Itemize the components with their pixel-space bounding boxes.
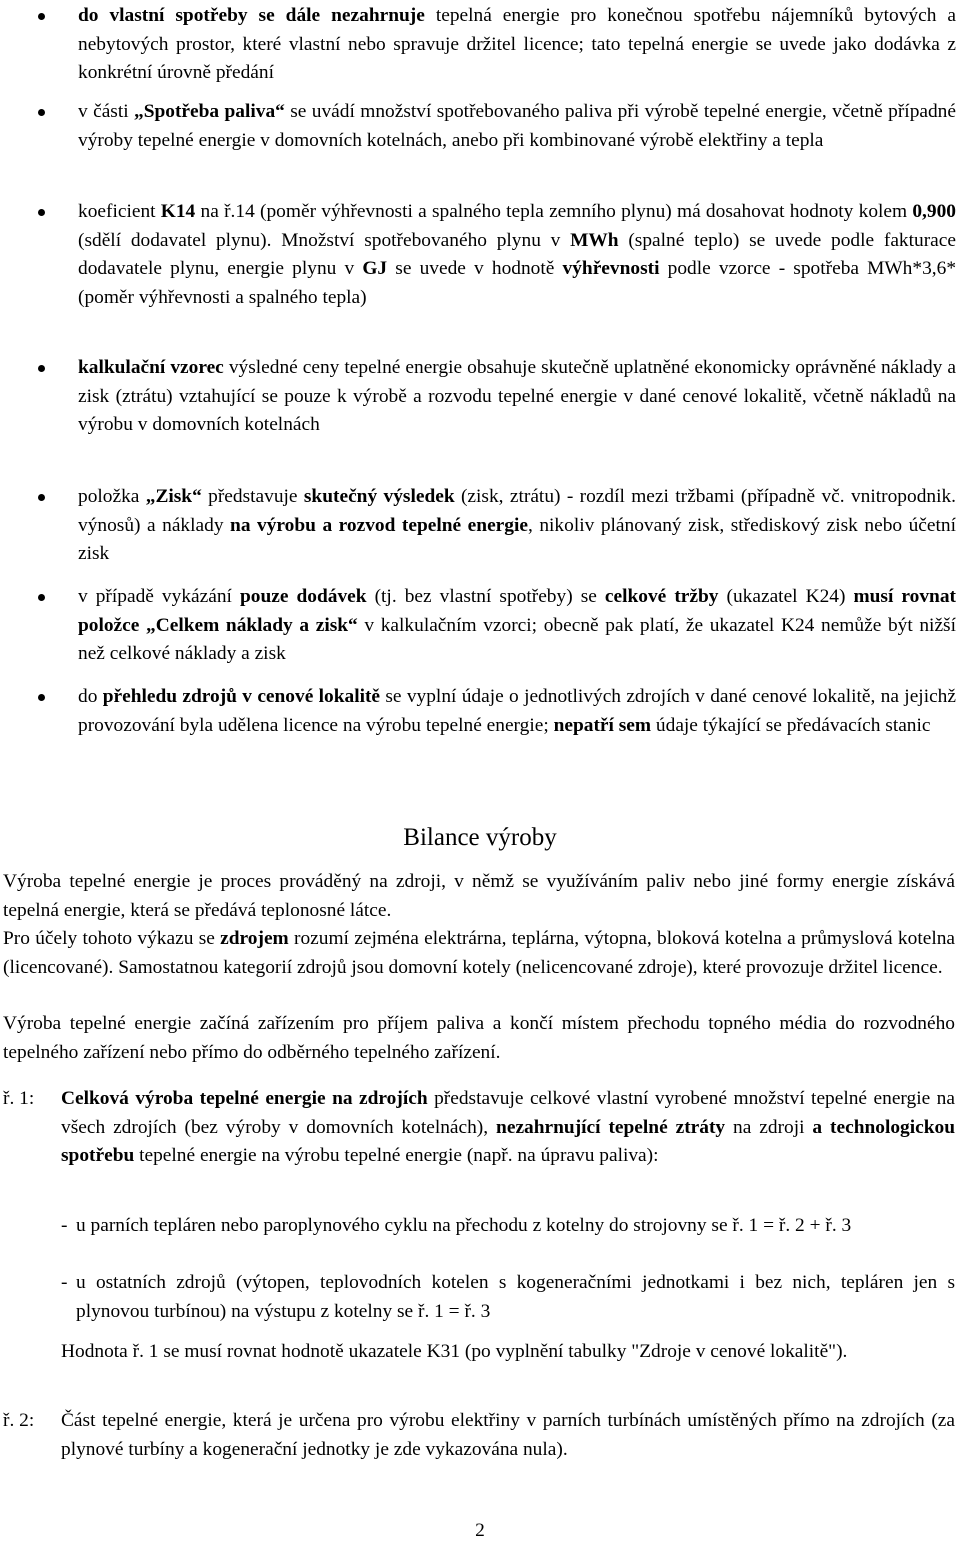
text-run: v případě vykázání [78,586,240,607]
bullet-text [78,583,956,669]
text-run: se vyplní údaje o jednotlivých zdrojích v dané cenové lokalitě, na jejichž provozování byla udělena licence na výrobu tepelné energie; [78,686,956,736]
text-run: (zisk, ztrátu) - rozdíl mezi tržbami (případně vč. vnitropodnik. výnosů) a náklady [78,486,957,536]
row-label: ř. 1: [3,1088,35,1109]
row-2-text: Část tepelné energie, která je určena pro výrobu elektřiny v parních turbínách umístěných přímo na zdrojích (za plynové turbíny a kogenerační jednotky je zde vykazována nula). [61,1410,955,1460]
text-run: Výroba tepelné energie je proces prováděný na zdroji, v němž se využíváním paliv nebo jiné formy energie získává tepelná energie, která se předává teplonosné látce. [3,871,955,921]
bullet-icon [38,109,45,116]
text-run: podle vzorce - spotřeba MWh*3,6*(poměr výhřevnosti a spalného tepla) [78,258,957,308]
bold-text: skutečný výsledek [303,486,455,507]
bold-text: Celková výroba tepelné energie na zdrojích [61,1088,428,1109]
text-run: (sdělí dodavatel plynu). Množství spotřebovaného plynu v [78,229,571,251]
dash-text: u parních tepláren nebo paroplynového cyklu na přechodu z kotelny do strojovny se ř. 1 = ř. 2 + ř. 3 [76,1215,852,1236]
text-run: položka [78,486,146,507]
text-run: Výroba tepelné energie začíná zařízením pro příjem paliva a končí místem přechodu topného média do rozvodného tepelného zařízení nebo přímo do odběrného tepelného zařízení. [3,1013,955,1063]
text-run: (ukazatel K24) [718,586,854,607]
text-run: , nikoliv plánovaný zisk, střediskový zisk nebo účetní zisk [78,514,956,565]
bold-text: GJ [362,258,388,280]
bullet-text [78,198,956,312]
text-run: (spalné teplo) se uvede podle fakturace dodavatele plynu, energie plynu v [78,229,956,280]
text-run: v kalkulačním vzorci; obecně pak platí, že ukazatel K24 nemůže být nižší než celkové náklady a zisk [78,614,956,665]
bold-text: pouze dodávek [239,586,367,607]
bullet-icon [38,365,45,372]
bold-text: celkové tržby [604,586,719,607]
bullet-icon [38,594,45,601]
bold-text: MWh [570,229,619,251]
bold-text: nezahrnující tepelné ztráty [496,1116,726,1138]
text-run: rozumí zejména elektrárna, teplárna, výtopna, bloková kotelna a průmyslová kotelna (licencované). Samostatnou kategorií zdrojů jsou domovní kotely (nelicencované zdroje), které provozuje držitel licence. [3,928,956,978]
section-heading: Bilance výroby [403,824,557,851]
paragraph [3,868,955,925]
row-label: ř. 2: [3,1410,35,1431]
bold-text: zdrojem [220,928,289,949]
bullet-text [78,483,956,569]
bold-text: nepatří sem [553,714,652,736]
bullet-icon [38,694,45,701]
bold-text: „Spotřeba paliva“ [134,101,285,122]
text-run: se uvádí množství spotřebovaného paliva při výrobě tepelné energie, včetně případné výroby tepelné energie v domovních kotelnách, anebo při kombinované výrobě elektřiny a tepla [78,101,956,151]
text-run: v části [78,101,135,122]
text-run: Pro účely tohoto výkazu se [3,928,221,949]
note-text: Hodnota ř. 1 se musí rovnat hodnotě ukazatele K31 (po vyplnění tabulky "Zdroje v cenové lokalitě"). [61,1341,848,1362]
bullet-text [78,354,956,440]
text-run: představuje celkové vlastní vyrobené množství tepelné energie na všech zdrojích (bez výroby v domovních kotelnách), [61,1088,955,1138]
text-run: na zdroji [725,1116,813,1138]
bold-text: 0,900 [912,201,956,222]
bold-text: musí rovnat položce „Celkem náklady a zisk“ [78,586,956,636]
bullet-text [78,98,956,155]
dash-icon: - [61,1215,68,1236]
bullet-text [78,683,956,740]
page-number: 2 [475,1520,485,1541]
bold-text: „Zisk“ [145,486,202,507]
bullet-text [78,2,956,88]
bold-text: kalkulační vzorec [78,357,224,378]
text-run: tepelná energie pro konečnou spotřebu nájemníků bytových a nebytových prostor, které vlastní nebo spravuje držitel licence; tato tepelná energie se uvede jako dodávka z konkrétní úrovně předání [78,5,956,84]
bold-text: na výrobu a rozvod tepelné energie [230,514,528,536]
bullet-icon [38,13,45,20]
text-run: se uvede v hodnotě [387,258,563,280]
bold-text: výhřevnosti [562,258,660,280]
text-run: na ř.14 (poměr výhřevnosti a spalného tepla zemního plynu) má dosahovat hodnoty kolem [195,201,913,222]
bullet-icon [38,494,45,501]
bold-text: K14 [160,201,196,222]
dash-text: u ostatních zdrojů (výtopen, teplovodních kotelen s kogeneračními jednotkami i bez nich, tepláren jen s plynovou turbínou) na výstupu z kotelny se ř. 1 = ř. 3 [76,1272,955,1322]
bold-text: přehledu zdrojů v cenové lokalitě [102,686,381,707]
text-run: do [78,686,103,707]
text-run: koeficient [78,201,161,222]
text-run: (tj. bez vlastní spotřeby) se [366,586,605,607]
text-run: výsledné ceny tepelné energie obsahuje skutečně uplatněné ekonomicky oprávněné náklady a zisk (ztrátu) vztahující se pouze k výrobě a rozvodu tepelné energie v dané cenové lokalitě, včetně nákladů na výrobu v domovních kotelnách [78,357,956,436]
paragraph [3,925,955,982]
dash-icon: - [61,1272,68,1293]
row-1-text [61,1085,955,1171]
bold-text: do vlastní spotřeby se dále nezahrnuje [78,5,425,26]
bullet-icon [38,209,45,216]
text-run: tepelné energie na výrobu tepelné energie (např. na úpravu paliva): [134,1145,659,1167]
bold-text: a technologickou spotřebu [61,1116,956,1167]
paragraph [3,1010,955,1067]
text-run: představuje [201,486,304,507]
text-run: údaje týkající se předávacích stanic [651,714,931,736]
